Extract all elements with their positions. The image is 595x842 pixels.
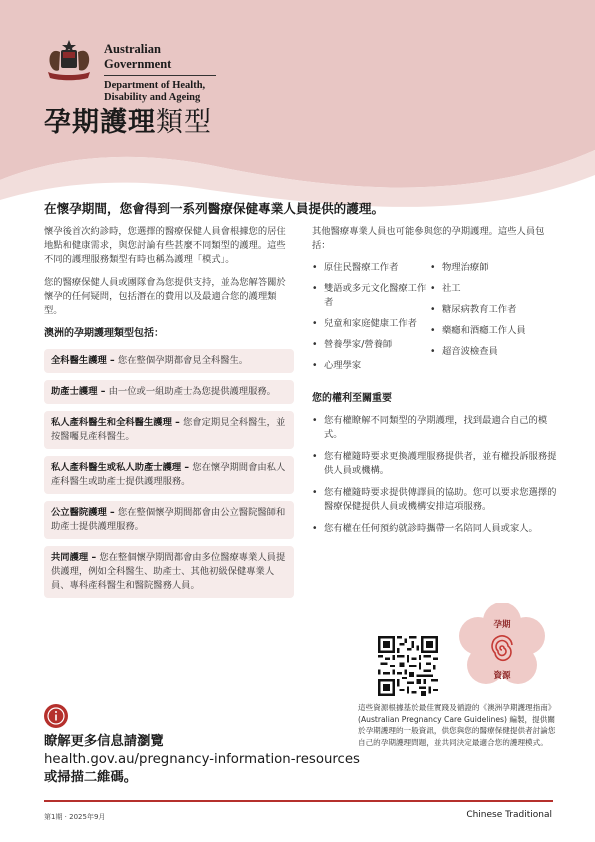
list-item: • 糖尿病教育工作者 — [430, 303, 526, 317]
professionals-list-col1 — [312, 261, 430, 380]
care-type-text: 您在整個孕期都會見全科醫生。 — [117, 355, 249, 366]
care-type-title: 全科醫生護理 — [51, 355, 107, 366]
page-title-bold: 孕期護理 — [44, 107, 156, 138]
info-icon — [44, 704, 68, 728]
scan-qr-label: 或掃描二維碼。 — [44, 770, 138, 785]
department-name-line2: Disability and Ageing — [104, 92, 201, 103]
care-type-card: 全科醫生護理 – 您在整個孕期都會見全科醫生。 — [44, 349, 294, 373]
list-item: • 您有權在任何預約就診時攜帶一名陪同人員或家人。 — [312, 522, 557, 536]
intro-paragraph-2: 您的醫療保健人員或團隊會為您提供支持，並為您解答關於懷孕的任何疑問，包括潛在的費用以及最適合您的護理類型。 — [44, 277, 286, 316]
list-item: • 社工 — [430, 282, 526, 296]
care-type-card: 公立醫院護理 – 您在整個懷孕期間都會由公立醫院醫師和助產士提供護理服務。 — [44, 501, 294, 539]
list-item: • 雙語或多元文化醫療工作者 — [312, 282, 430, 310]
list-item: • 藥癮和酒癮工作人員 — [430, 324, 526, 338]
intro-paragraph-1: 懷孕後首次約診時，您選擇的醫療保健人員會根據您的居住地點和健康需求，與您討論有些甚麼不同類型的護理。這些不同的護理服務類型有時也稱為護理「模式」。 — [44, 226, 286, 265]
list-item: • 兒童和家庭健康工作者 — [312, 317, 430, 331]
list-item: • 心理學家 — [312, 359, 430, 373]
care-type-title: 共同護理 — [51, 552, 89, 563]
care-type-text: 您在懷孕期間會由私人產科醫生或助產士提供護理服務。 — [51, 462, 286, 487]
left-column — [44, 225, 294, 605]
care-types-heading: 澳洲的孕期護理類型包括： — [44, 328, 164, 339]
care-type-title: 助產士護理 — [51, 386, 98, 397]
page-title — [44, 100, 212, 139]
badge-label-bottom: 資源 — [493, 671, 511, 681]
care-type-text: 您會定期見全科醫生，並按醫囑見產科醫生。 — [51, 417, 286, 442]
page-title-light: 類型 — [156, 107, 212, 138]
professionals-list-col2 — [430, 261, 526, 380]
qr-code[interactable] — [378, 636, 438, 696]
language-label: Chinese Traditional — [466, 810, 552, 820]
care-type-card: 私人產科醫生和全科醫生護理 – 您會定期見全科醫生，並按醫囑見產科醫生。 — [44, 411, 294, 449]
other-professionals-intro: 其他醫療專業人員也可能參與您的孕期護理。這些人員包括： — [312, 226, 545, 251]
list-item: • 您有權瞭解不同類型的孕期護理，找到最適合自己的模式。 — [312, 414, 557, 442]
edition-info: 第1期 · 2025年9月 — [44, 813, 106, 821]
guidelines-note: 這些資源根據基於最佳實踐及循證的《澳洲孕期護理指南》(Australian Pregnancy Care Guidelines) 編製，提供關於孕期護理的一般資訊，供您與您的醫療保健提供者討論您自己的孕期護理問題，並共同決定最適合您的護理模式。 — [358, 703, 556, 747]
rights-heading: 您的權利至關重要 — [312, 393, 392, 404]
care-type-title: 私人產科醫生和全科醫生護理 — [51, 417, 172, 428]
more-info-block — [44, 733, 360, 787]
care-type-text: 由一位或一組助產士為您提供護理服務。 — [108, 386, 276, 397]
page-subtitle: 在懷孕期間，您會得到一系列醫療保健專業人員提供的護理。 — [44, 201, 385, 216]
more-info-label: 瞭解更多信息請瀏覽 — [44, 734, 164, 749]
list-item: • 物理治療師 — [430, 261, 526, 275]
care-type-title: 公立醫院護理 — [51, 507, 107, 518]
resources-link[interactable]: health.gov.au/pregnancy-information-resources — [44, 752, 360, 767]
other-professionals-list — [312, 261, 557, 380]
department-name-line1: Department of Health, — [104, 80, 206, 91]
list-item: • 超音波檢查員 — [430, 345, 526, 359]
list-item: • 原住民醫療工作者 — [312, 261, 430, 275]
care-type-card: 私人產科醫生或私人助產士護理 – 您在懷孕期間會由私人產科醫生或助產士提供護理服務。 — [44, 456, 294, 494]
coat-of-arms-logo — [40, 38, 98, 84]
care-type-card: 助產士護理 – 由一位或一組助產士為您提供護理服務。 — [44, 380, 294, 404]
rights-list — [312, 414, 557, 536]
care-type-text: 您在整個懷孕期間都會由多位醫療專業人員提供護理，例如全科醫生、助產士、其他初級保健專業人員、專科產科醫生和醫院醫務人員。 — [51, 552, 286, 591]
badge-label-top: 孕期 — [493, 620, 511, 630]
list-item: • 您有權隨時要求更換護理服務提供者，並有權投訴服務提供人員或機構。 — [312, 450, 557, 478]
government-name: Australian Government — [104, 42, 216, 76]
care-type-card: 共同護理 – 您在整個懷孕期間都會由多位醫療專業人員提供護理，例如全科醫生、助產士、其他初級保健專業人員、專科產科醫生和醫院醫務人員。 — [44, 546, 294, 598]
care-type-text: 您在整個懷孕期間都會由公立醫院醫師和助產士提供護理服務。 — [51, 507, 286, 532]
footer-divider — [44, 800, 553, 802]
list-item: • 營養學家/營養師 — [312, 338, 430, 352]
list-item: • 您有權隨時要求提供傳譯員的協助。您可以要求您選擇的醫療保健提供人員或機構安排這項服務。 — [312, 486, 557, 514]
care-type-title: 私人產科醫生或私人助產士護理 — [51, 462, 182, 473]
right-column — [312, 225, 557, 544]
pregnancy-resources-badge — [458, 603, 546, 691]
government-logo-text — [104, 42, 216, 104]
